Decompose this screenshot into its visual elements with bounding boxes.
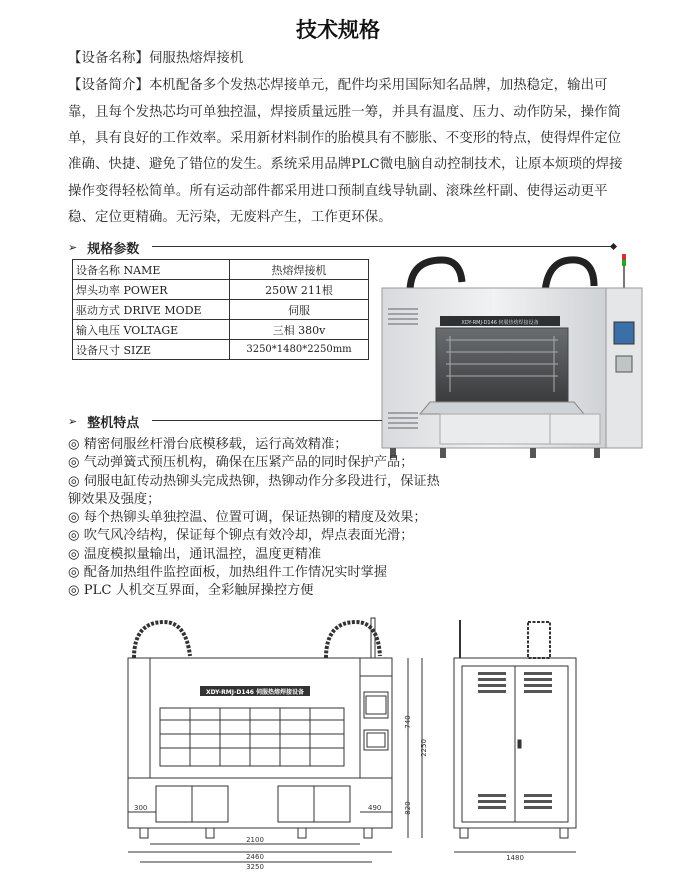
page-title: 技术规格	[296, 18, 380, 42]
dim-label: 300	[134, 804, 148, 812]
spec-value: 三相 380v	[230, 320, 369, 340]
divider-end-icon	[610, 243, 617, 250]
arrow-icon: ➢	[68, 241, 78, 254]
drawing-panel-label: XDY-RMJ-D146 伺服热熔焊接设备	[205, 689, 305, 696]
intro-line: 操作变得轻松简单。所有运动部件都采用进口预制直线导轨副、滚珠丝杆副、使得运动更平	[68, 184, 608, 199]
features-heading-label: 整机特点	[87, 416, 140, 431]
spec-divider	[152, 246, 614, 247]
spec-heading-label: 规格参数	[87, 242, 140, 257]
intro-line: 【设备简介】本机配备多个发热芯焊接单元，配件均采用国际知名品牌，加热稳定，输出可	[68, 78, 608, 93]
intro-line: 稳、定位更精确。无污染，无废料产生，工作更环保。	[68, 210, 392, 225]
spec-value: 热熔焊接机	[230, 260, 369, 280]
dim-label: 490	[368, 804, 382, 812]
device-name-line: 【设备名称】伺服热熔焊接机	[68, 51, 244, 66]
intro-line: 单，具有良好的工作效率。采用新材料制作的胎模具有不膨胀、不变形的特点，使得焊件定位	[68, 131, 622, 146]
intro-line: 准确、快捷、避免了错位的发生。系统采用品牌PLC微电脑自动控制技术，让原本烦琐的焊接	[68, 157, 623, 172]
table-row	[73, 300, 369, 320]
arrow-icon: ➢	[68, 415, 78, 428]
feature-list	[68, 436, 448, 601]
list-item: ◎ 配备加热组件监控面板，加热组件工作情况实时掌握	[68, 565, 388, 581]
list-item: ◎ 伺服电缸传动热铆头完成热铆，热铆动作分多段进行，保证热铆效果及强度；	[68, 473, 440, 507]
spec-key: 驱动方式 DRIVE MODE	[73, 300, 230, 320]
spec-value: 250W 211根	[230, 280, 369, 300]
table-row	[73, 260, 369, 280]
spec-key: 输入电压 VOLTAGE	[73, 320, 230, 340]
intro-line: 靠，且每个发热芯均可单独控温，焊接质量远胜一筹，并具有温度、压力、动作防呆，操作简	[68, 105, 622, 120]
dim-label: 820	[404, 801, 412, 815]
spec-key: 焊头功率 POWER	[73, 280, 230, 300]
table-row	[73, 280, 369, 300]
dim-label: 2250	[420, 739, 428, 757]
machine-photo	[380, 252, 648, 464]
features-divider	[152, 420, 382, 421]
list-item: ◎ 每个热铆头单独控温、位置可调，保证热铆的精度及效果；	[68, 510, 427, 526]
dim-label: 740	[404, 715, 412, 729]
spec-value: 3250*1480*2250mm	[230, 340, 369, 360]
spec-key: 设备尺寸 SIZE	[73, 340, 230, 360]
features-heading	[68, 412, 139, 431]
list-item: ◎ 气动弹簧式预压机构，确保在压紧产品的同时保护产品；	[68, 455, 414, 471]
technical-drawing	[120, 612, 590, 884]
dim-label: 1480	[506, 854, 524, 862]
photo-panel-label: XDY-RMJ-D146 伺服热熔焊接设备	[461, 320, 539, 326]
dim-label: 2100	[246, 836, 264, 844]
list-item: ◎ PLC 人机交互界面，全彩触屏操控方便	[68, 583, 314, 599]
table-row	[73, 320, 369, 340]
spec-value: 伺服	[230, 300, 369, 320]
dim-label: 2460	[246, 853, 264, 861]
dim-label: 3250	[246, 863, 264, 871]
spec-table	[72, 259, 369, 360]
spec-heading	[68, 238, 139, 257]
spec-key: 设备名称 NAME	[73, 260, 230, 280]
list-item: ◎ 精密伺服丝杆滑台底模移载，运行高效精准；	[68, 437, 348, 452]
table-row	[73, 340, 369, 360]
list-item: ◎ 吹气风冷结构，保证每个铆点有效冷却，焊点表面光滑；	[68, 528, 414, 544]
list-item: ◎ 温度模拟量输出，通讯温控，温度更精准	[68, 546, 322, 562]
